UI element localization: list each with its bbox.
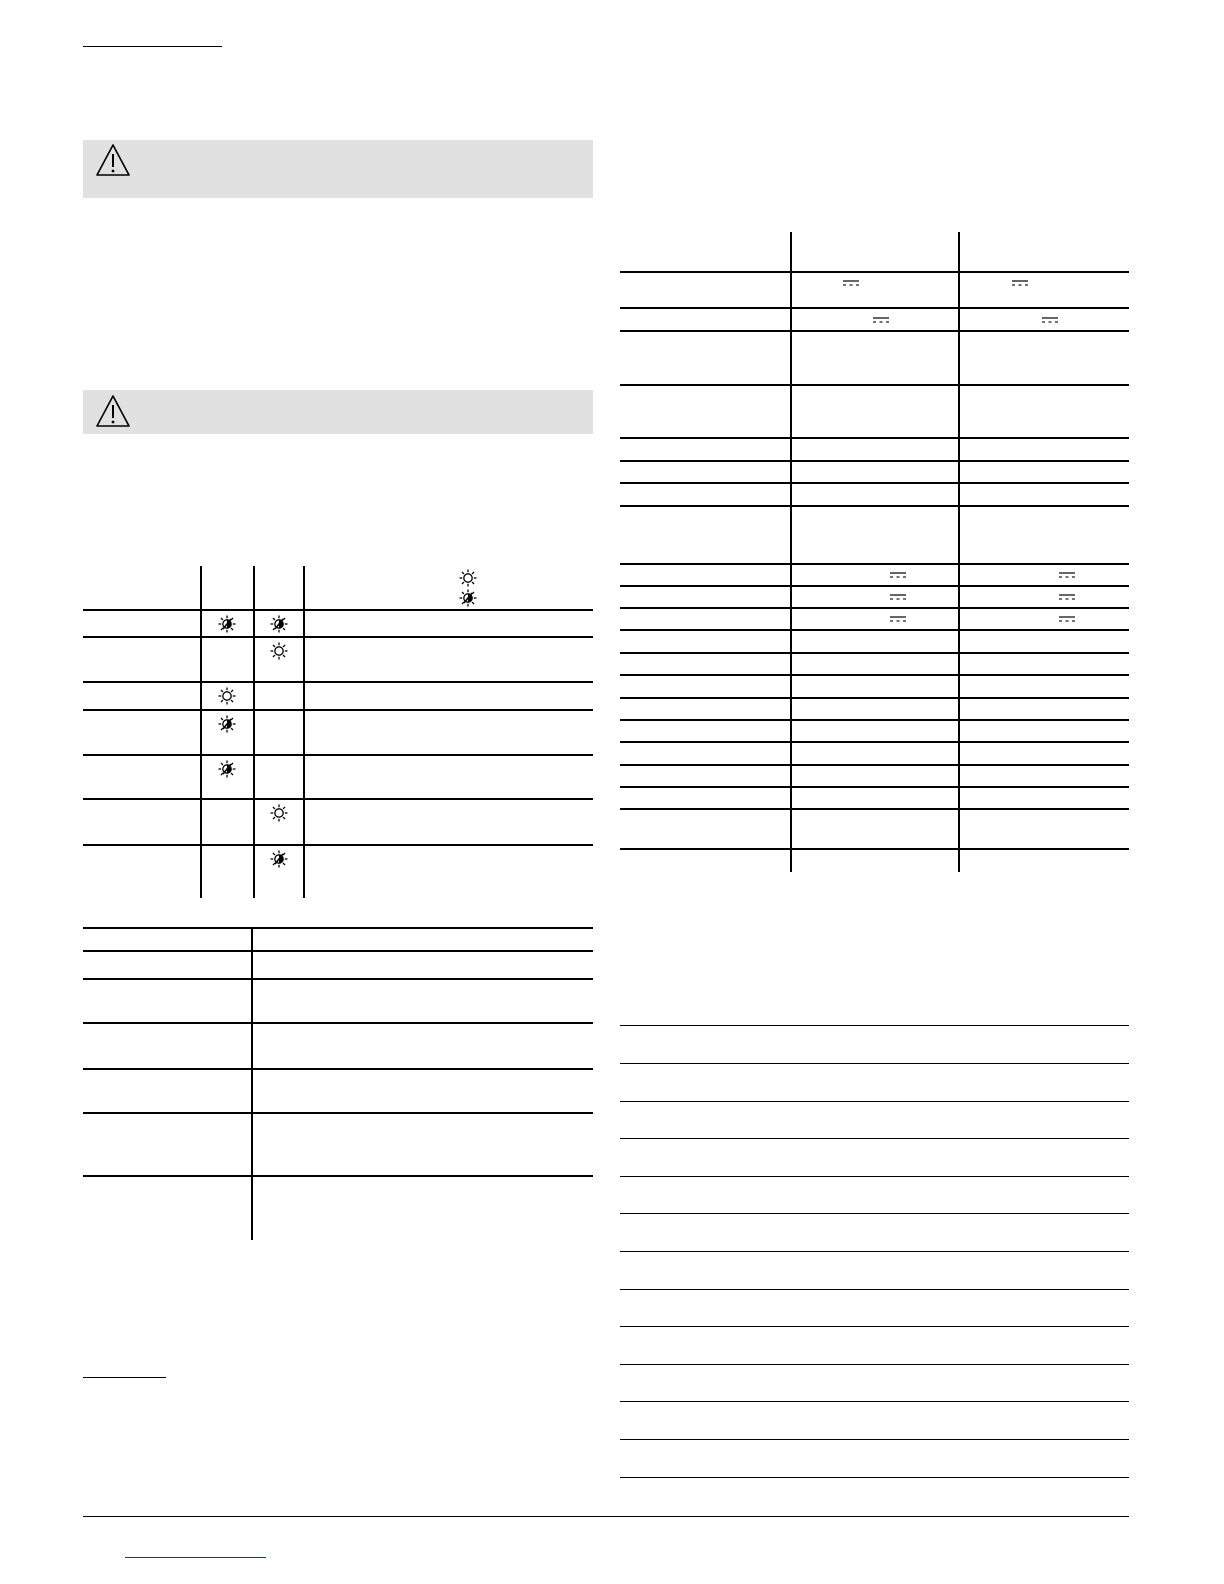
table-row-rule (620, 652, 1129, 654)
table-row-rule (620, 607, 1129, 609)
light-flashing-icon (218, 715, 236, 733)
table-row-rule (83, 709, 593, 711)
footer-rule (83, 1516, 1129, 1517)
table-row-rule (620, 482, 1129, 484)
list-rule (620, 1439, 1129, 1440)
dc-current-symbol-icon (1011, 279, 1029, 287)
dc-current-symbol-icon (1058, 571, 1076, 579)
table-column-divider (253, 566, 255, 898)
dc-current-symbol-icon (842, 279, 860, 287)
list-rule (620, 1025, 1129, 1026)
header-underline (83, 46, 222, 47)
table-row-rule (83, 1175, 593, 1177)
table-row-rule (620, 585, 1129, 587)
table-row-rule (620, 697, 1129, 699)
table-row-rule (620, 786, 1129, 788)
dc-current-symbol-icon (1058, 593, 1076, 601)
table-row-rule (620, 307, 1129, 309)
light-steady-icon (459, 569, 477, 587)
light-flashing-icon (270, 850, 288, 868)
dc-current-symbol-icon (889, 615, 907, 623)
table-row-rule (83, 798, 593, 800)
table-row-rule (83, 927, 593, 929)
table-row-rule (620, 808, 1129, 810)
dc-current-symbol-icon (889, 593, 907, 601)
dc-current-symbol-icon (1058, 615, 1076, 623)
dc-current-symbol-icon (889, 571, 907, 579)
table-row-rule (620, 563, 1129, 565)
light-steady-icon (218, 687, 236, 705)
list-rule (620, 1063, 1129, 1064)
table-row-rule (620, 741, 1129, 743)
table-row-rule (83, 609, 593, 611)
table-row-rule (83, 844, 593, 846)
light-flashing-icon (218, 615, 236, 633)
dc-current-symbol-icon (872, 316, 890, 324)
dc-current-symbol-icon (1041, 316, 1059, 324)
table-row-rule (83, 950, 593, 952)
table-row-rule (620, 629, 1129, 631)
list-rule (620, 1176, 1129, 1177)
table-column-divider (958, 232, 960, 872)
table-row-rule (620, 674, 1129, 676)
list-rule (620, 1289, 1129, 1290)
light-steady-icon (270, 804, 288, 822)
warning-box-1 (83, 140, 593, 198)
list-rule (620, 1364, 1129, 1365)
warning-triangle-icon (95, 394, 131, 428)
list-rule (620, 1326, 1129, 1327)
table-row-rule (620, 384, 1129, 386)
light-flashing-icon (270, 615, 288, 633)
table-row-rule (620, 271, 1129, 273)
table-column-divider (303, 566, 305, 898)
light-flashing-icon (459, 589, 477, 607)
table-row-rule (620, 848, 1129, 850)
table-row-rule (83, 1112, 593, 1114)
table-column-divider (790, 232, 792, 872)
table-row-rule (83, 978, 593, 980)
footer-link[interactable] (125, 1557, 266, 1558)
list-rule (620, 1138, 1129, 1139)
list-rule (620, 1477, 1129, 1478)
table-column-divider (251, 928, 253, 1240)
table-column-divider (200, 566, 202, 898)
table-row-rule (83, 1022, 593, 1024)
table-row-rule (620, 330, 1129, 332)
list-rule (620, 1401, 1129, 1402)
table-row-rule (620, 505, 1129, 507)
light-flashing-icon (218, 760, 236, 778)
table-row-rule (620, 460, 1129, 462)
list-rule (620, 1101, 1129, 1102)
table-row-rule (620, 437, 1129, 439)
section-underline (83, 1377, 166, 1378)
table-row-rule (83, 754, 593, 756)
warning-triangle-icon (95, 143, 131, 177)
table-row-rule (83, 681, 593, 683)
list-rule (620, 1251, 1129, 1252)
light-steady-icon (270, 642, 288, 660)
warning-box-2 (83, 390, 593, 434)
table-row-rule (83, 636, 593, 638)
table-row-rule (620, 764, 1129, 766)
table-row-rule (83, 1068, 593, 1070)
table-row-rule (620, 719, 1129, 721)
list-rule (620, 1213, 1129, 1214)
